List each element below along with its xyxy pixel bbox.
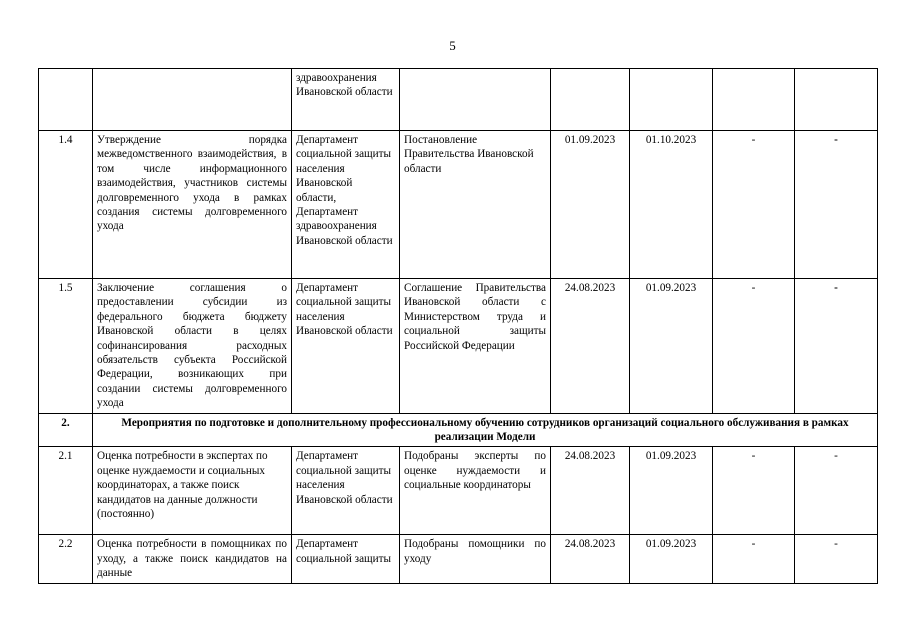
row-document [400, 69, 551, 131]
row-col8: - [795, 447, 878, 535]
section-title: Мероприятия по подготовке и дополнительному профессиональному обучению сотрудников организаций социального обслуживания в рамках реализации Модели [93, 413, 878, 447]
row-task: Утверждение порядка межведомственного взаимодействия, в том числе информационного взаимодействия, участников системы долговременного ухода в рамках создания системы долговременного ухода [93, 131, 292, 279]
row-document: Подобраны эксперты по оценке нуждаемости и социальные координаторы [400, 447, 551, 535]
page-number: 5 [449, 38, 456, 53]
row-end-date: 01.09.2023 [630, 447, 713, 535]
row-number [39, 69, 93, 131]
table-row [39, 535, 878, 583]
row-col7: - [713, 131, 795, 279]
table-row [39, 447, 878, 535]
row-executor: Департамент социальной защиты населения Ивановской области [292, 279, 400, 414]
section-row [39, 413, 878, 447]
row-col8 [795, 69, 878, 131]
row-col8: - [795, 279, 878, 414]
row-number: 2.2 [39, 535, 93, 583]
row-col8: - [795, 535, 878, 583]
plan-table [38, 68, 878, 584]
row-task [93, 69, 292, 131]
row-end-date: 01.09.2023 [630, 279, 713, 414]
row-start-date [551, 69, 630, 131]
row-number: 1.5 [39, 279, 93, 414]
row-end-date [630, 69, 713, 131]
row-col7 [713, 69, 795, 131]
row-executor: Департамент социальной защиты [292, 535, 400, 583]
row-executor: Департамент социальной защиты населения Ивановской области [292, 447, 400, 535]
row-start-date: 24.08.2023 [551, 447, 630, 535]
table-row [39, 131, 878, 279]
row-number: 2.1 [39, 447, 93, 535]
row-document: Постановление Правительства Ивановской области [400, 131, 551, 279]
row-task: Оценка потребности в экспертах по оценке нуждаемости и социальных координаторах, а также поиск кандидатов на данные должности (постоянно) [93, 447, 292, 535]
row-end-date: 01.10.2023 [630, 131, 713, 279]
row-executor: Департамент социальной защиты населения Ивановской области, Департамент здравоохранения Ивановской области [292, 131, 400, 279]
row-col7: - [713, 279, 795, 414]
row-col8: - [795, 131, 878, 279]
row-executor: здравоохранения Ивановской области [292, 69, 400, 131]
section-number: 2. [39, 413, 93, 447]
row-document: Соглашение Правительства Ивановской области с Министерством труда и социальной защиты Российской Федерации [400, 279, 551, 414]
row-task: Оценка потребности в помощниках по уходу, а также поиск кандидатов на данные [93, 535, 292, 583]
table-row [39, 279, 878, 414]
row-task: Заключение соглашения о предоставлении субсидии из федерального бюджета бюджету Ивановской области в целях софинансирования расходных обязательств субъекта Российской Федерации, возникающих при создании системы долговременного ухода [93, 279, 292, 414]
row-start-date: 24.08.2023 [551, 279, 630, 414]
table-row [39, 69, 878, 131]
row-document: Подобраны помощники по уходу [400, 535, 551, 583]
row-col7: - [713, 447, 795, 535]
row-start-date: 01.09.2023 [551, 131, 630, 279]
row-start-date: 24.08.2023 [551, 535, 630, 583]
row-number: 1.4 [39, 131, 93, 279]
row-col7: - [713, 535, 795, 583]
row-end-date: 01.09.2023 [630, 535, 713, 583]
